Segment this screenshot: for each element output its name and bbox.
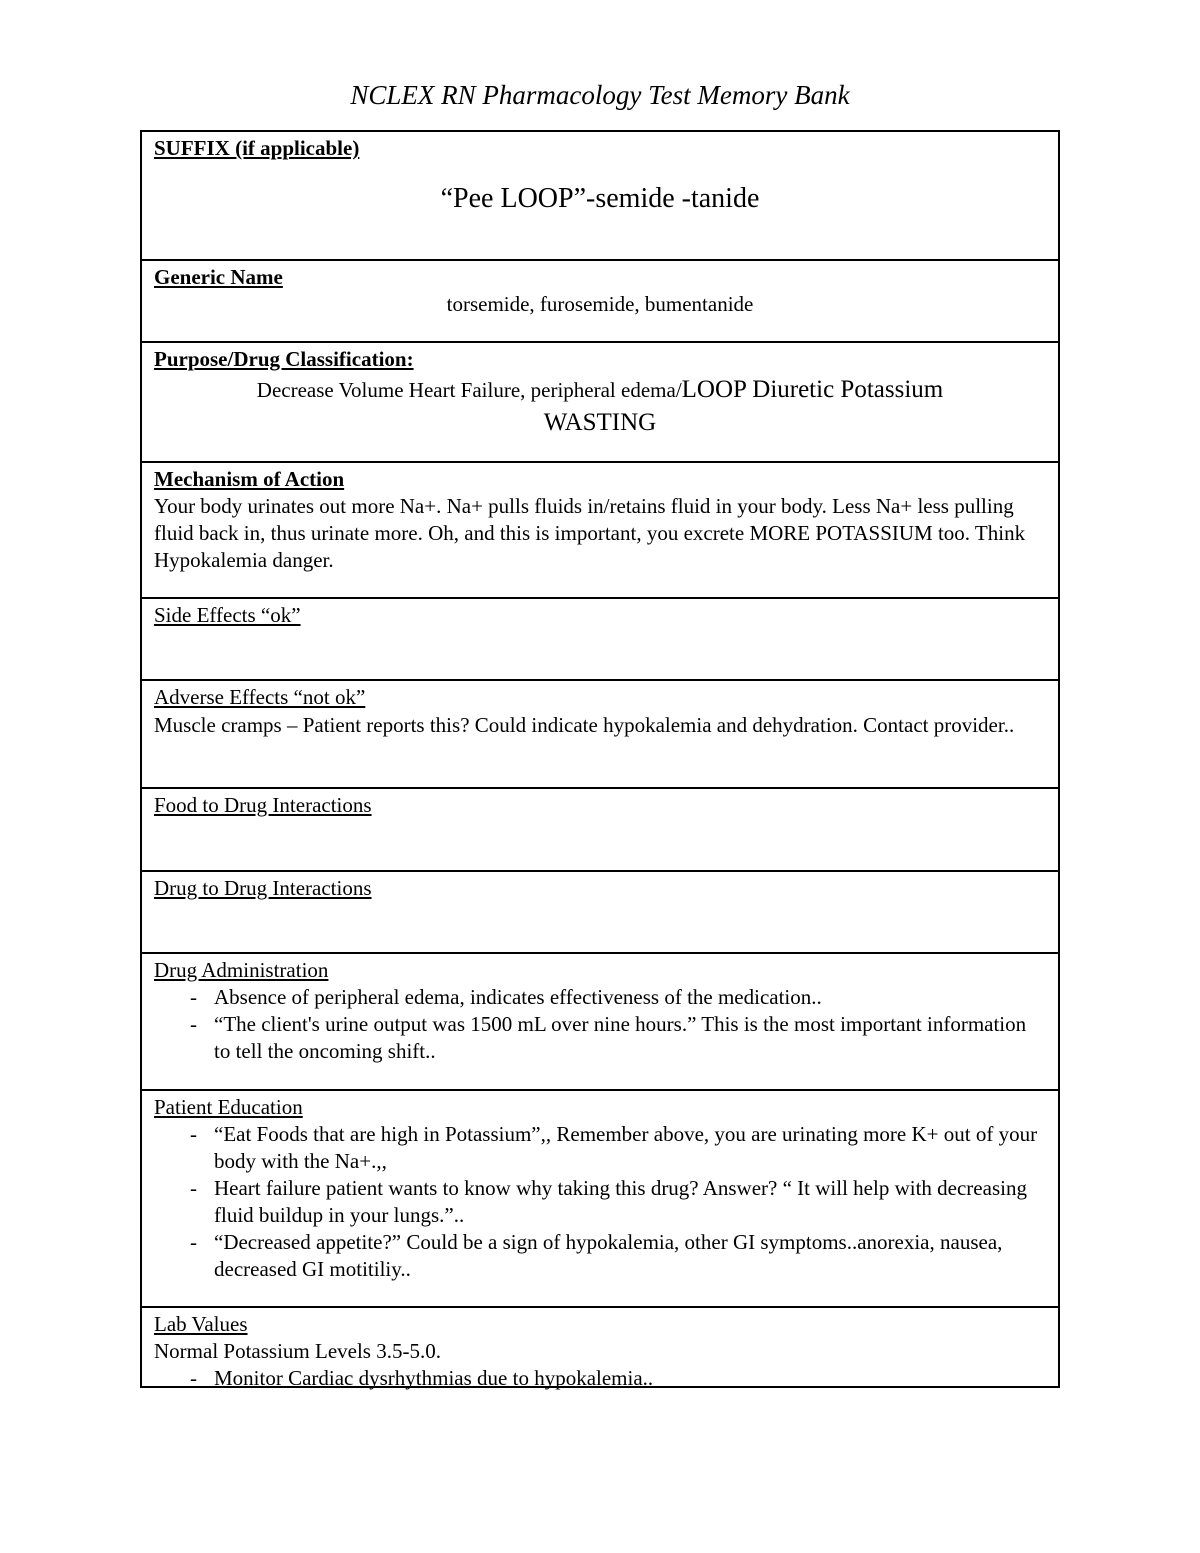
education-label: Patient Education	[154, 1095, 303, 1119]
lab-values-text: Normal Potassium Levels 3.5-5.0.	[154, 1339, 441, 1363]
purpose-line-1	[154, 373, 1046, 407]
education-section	[142, 1091, 1058, 1308]
administration-item: Absence of peripheral edema, indicates effectiveness of the medication..	[214, 985, 822, 1009]
mechanism-label: Mechanism of Action	[154, 467, 345, 491]
side-effects-label: Side Effects “ok”	[154, 603, 301, 627]
suffix-section	[142, 132, 1058, 261]
administration-label: Drug Administration	[154, 958, 329, 982]
drug-drug-label: Drug to Drug Interactions	[154, 876, 372, 900]
purpose-text: Decrease Volume Heart Failure, peripheral edema/	[256, 378, 682, 402]
food-drug-section	[142, 789, 1058, 872]
generic-name-label: Generic Name	[154, 265, 283, 289]
document-title: NCLEX RN Pharmacology Test Memory Bank	[350, 80, 850, 110]
generic-name-value: torsemide, furosemide, bumentanide	[446, 292, 754, 316]
bullet-dash: -	[190, 1122, 197, 1146]
bullet-dash: -	[190, 1366, 197, 1390]
education-item: Heart failure patient wants to know why taking this drug? Answer? “ It will help with decreasing fluid buildup in your lungs.”..	[214, 1176, 1027, 1227]
bullet-dash: -	[190, 985, 197, 1009]
list-item	[190, 1365, 1046, 1392]
side-effects-section	[142, 599, 1058, 681]
bullet-dash: -	[190, 1176, 197, 1200]
list-item	[190, 984, 1046, 1011]
suffix-value: “Pee LOOP”-semide -tanide	[440, 183, 760, 214]
generic-name-section	[142, 261, 1058, 343]
education-item: “Decreased appetite?” Could be a sign of hypokalemia, other GI symptoms..anorexia, nausea, decreased GI motitiliy..	[214, 1230, 1003, 1281]
lab-values-item: Monitor Cardiac dysrhythmias due to hypokalemia..	[214, 1366, 654, 1390]
purpose-line-2: WASTING	[543, 409, 657, 436]
list-item	[190, 1121, 1046, 1175]
mechanism-section	[142, 463, 1058, 599]
drug-memory-table	[140, 130, 1060, 1388]
education-item: “Eat Foods that are high in Potassium”,, Remember above, you are urinating more K+ out of your body with the Na+.,,	[214, 1122, 1038, 1173]
suffix-label: SUFFIX (if applicable)	[154, 136, 360, 160]
lab-values-section	[142, 1308, 1058, 1388]
list-item	[190, 1175, 1046, 1229]
bullet-dash: -	[190, 1012, 197, 1036]
purpose-label: Purpose/Drug Classification:	[154, 347, 414, 371]
food-drug-label: Food to Drug Interactions	[154, 793, 372, 817]
purpose-classification: LOOP Diuretic Potassium	[681, 376, 944, 403]
list-item	[190, 1229, 1046, 1283]
drug-drug-section	[142, 872, 1058, 954]
administration-section	[142, 954, 1058, 1091]
education-list	[154, 1121, 1046, 1283]
adverse-effects-label: Adverse Effects “not ok”	[154, 685, 366, 709]
bullet-dash: -	[190, 1230, 197, 1254]
mechanism-text: Your body urinates out more Na+. Na+ pulls fluids in/retains fluid in your body. Less Na+ less pulling fluid back in, thus urinate more. Oh, and this is important, you excrete MORE POTASSIUM too. Think Hypokalemia danger.	[154, 494, 1026, 572]
adverse-effects-section	[142, 681, 1058, 789]
lab-values-list	[154, 1365, 1046, 1392]
administration-item: “The client's urine output was 1500 mL over nine hours.” This is the most important information to tell the oncoming shift..	[214, 1012, 1027, 1063]
lab-values-label: Lab Values	[154, 1312, 248, 1336]
administration-list	[154, 984, 1046, 1065]
adverse-effects-text: Muscle cramps – Patient reports this? Could indicate hypokalemia and dehydration. Contact provider..	[154, 713, 1015, 737]
list-item	[190, 1011, 1046, 1065]
purpose-section	[142, 343, 1058, 463]
